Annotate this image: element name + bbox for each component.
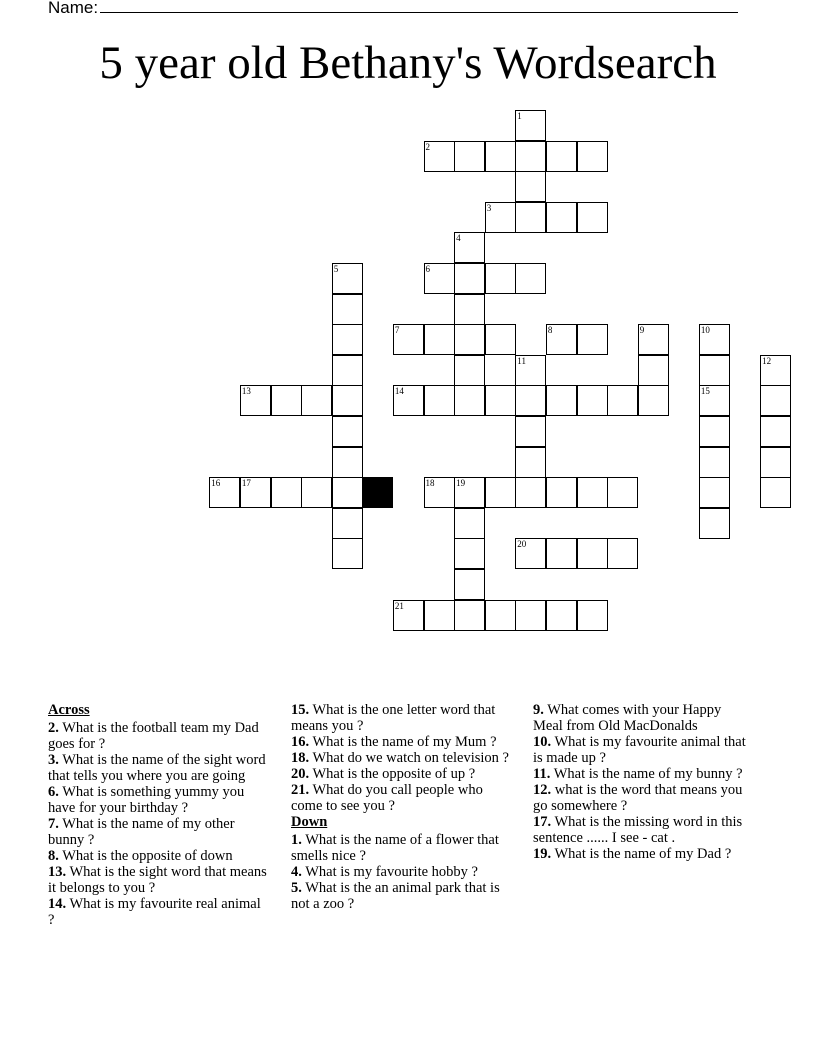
page-title: 5 year old Bethany's Wordsearch xyxy=(99,37,717,89)
grid-cell[interactable] xyxy=(699,355,730,386)
name-label: Name: xyxy=(48,0,99,17)
grid-cell[interactable] xyxy=(424,324,455,355)
grid-cell[interactable] xyxy=(515,171,546,202)
clue-number: 6 xyxy=(425,264,430,274)
clue-down-1: 1. What is the name of a flower that smells nice ? xyxy=(291,832,499,864)
grid-cell[interactable] xyxy=(271,477,302,508)
clue-number: 20 xyxy=(517,539,527,550)
clue-down-9: 9. What comes with your Happy Meal from Old MacDonalds xyxy=(533,702,722,734)
grid-cell[interactable] xyxy=(760,447,791,478)
grid-cell[interactable] xyxy=(577,538,608,569)
grid-cell[interactable] xyxy=(424,263,455,294)
clues-column-2 xyxy=(291,702,511,912)
grid-cell[interactable] xyxy=(454,324,485,355)
grid-cell[interactable] xyxy=(577,600,608,631)
grid-cell[interactable] xyxy=(454,263,485,294)
clues-column-3 xyxy=(533,702,753,862)
grid-cell[interactable] xyxy=(546,141,577,172)
clue-across-15: 15. What is the one letter word that means you ? xyxy=(291,702,496,734)
grid-cell[interactable] xyxy=(240,385,271,416)
clues-column-1 xyxy=(48,702,268,928)
grid-cell[interactable] xyxy=(424,477,455,508)
grid-cell[interactable] xyxy=(332,416,363,447)
grid-cell[interactable] xyxy=(332,447,363,478)
grid-cell[interactable] xyxy=(515,263,546,294)
grid-cell[interactable] xyxy=(424,385,455,416)
grid-cell[interactable] xyxy=(577,477,608,508)
grid-cell[interactable] xyxy=(515,202,546,233)
grid-cell[interactable] xyxy=(485,324,516,355)
clue-across-2: 2. What is the football team my Dad goes for ? xyxy=(48,720,259,752)
clue-number: 11 xyxy=(517,355,526,366)
clue-number: 19 xyxy=(456,478,466,489)
grid-cell[interactable] xyxy=(699,477,730,508)
clue-across-14: 14. What is my favourite real animal ? xyxy=(48,896,261,928)
grid-cell[interactable] xyxy=(760,416,791,447)
grid-cell[interactable] xyxy=(454,355,485,386)
grid-cell[interactable] xyxy=(301,385,332,416)
grid-cell[interactable] xyxy=(454,477,485,508)
clue-number: 1 xyxy=(517,111,522,121)
clue-number: 14 xyxy=(394,386,404,397)
grid-cell[interactable] xyxy=(699,447,730,478)
grid-cell[interactable] xyxy=(577,141,608,172)
grid-cell[interactable] xyxy=(699,385,730,416)
grid-cell[interactable] xyxy=(485,385,516,416)
grid-cell[interactable] xyxy=(454,294,485,325)
grid-cell[interactable] xyxy=(699,416,730,447)
grid-cell[interactable] xyxy=(546,324,577,355)
grid-cell[interactable] xyxy=(546,202,577,233)
grid-cell[interactable] xyxy=(515,385,546,416)
grid-cell[interactable] xyxy=(393,600,424,631)
clue-across-3: 3. What is the name of the sight word that tells you where you are going xyxy=(48,752,266,784)
grid-cell[interactable] xyxy=(638,385,669,416)
grid-cell[interactable] xyxy=(240,477,271,508)
clue-down-19: 19. What is the name of my Dad ? xyxy=(533,846,732,862)
clue-number: 2 xyxy=(425,141,430,152)
clue-number: 7 xyxy=(394,325,400,336)
grid-cell[interactable] xyxy=(485,141,516,172)
clue-number: 3 xyxy=(486,202,492,213)
clue-across-18: 18. What do we watch on television ? xyxy=(291,750,509,766)
grid-cell[interactable] xyxy=(332,508,363,539)
grid-cell[interactable] xyxy=(699,508,730,539)
clue-down-10: 10. What is my favourite animal that is made up ? xyxy=(533,734,746,766)
clue-down-4: 4. What is my favourite hobby ? xyxy=(291,864,478,880)
grid-cell[interactable] xyxy=(301,477,332,508)
clue-number: 10 xyxy=(700,325,710,336)
grid-cell[interactable] xyxy=(485,263,516,294)
grid-cell[interactable] xyxy=(485,477,516,508)
clue-number: 18 xyxy=(425,478,435,489)
grid-cell[interactable] xyxy=(546,385,577,416)
grid-cell[interactable] xyxy=(515,477,546,508)
clue-number: 9 xyxy=(639,325,645,336)
clue-number: 5 xyxy=(333,264,339,274)
grid-cell[interactable] xyxy=(424,600,455,631)
grid-cell[interactable] xyxy=(332,263,363,294)
grid-cell[interactable] xyxy=(546,477,577,508)
clue-down-5: 5. What is the an animal park that is not a zoo ? xyxy=(291,880,500,912)
clue-across-21: 21. What do you call people who come to see you ? xyxy=(291,782,483,814)
clue-number: 21 xyxy=(394,600,404,611)
grid-cell[interactable] xyxy=(454,385,485,416)
grid-cell[interactable] xyxy=(546,600,577,631)
grid-cell[interactable] xyxy=(454,141,485,172)
grid-cell[interactable] xyxy=(546,538,577,569)
clue-number: 16 xyxy=(211,478,221,489)
grid-cell[interactable] xyxy=(332,294,363,325)
grid-cell[interactable] xyxy=(638,355,669,386)
grid-cell[interactable] xyxy=(454,508,485,539)
grid-cell[interactable] xyxy=(424,141,455,172)
grid-cell[interactable] xyxy=(485,600,516,631)
clue-across-7: 7. What is the name of my other bunny ? xyxy=(48,816,235,848)
grid-cell[interactable] xyxy=(577,202,608,233)
grid-cell[interactable] xyxy=(638,324,669,355)
grid-cell[interactable] xyxy=(515,447,546,478)
grid-block xyxy=(362,477,393,508)
grid-cell[interactable] xyxy=(515,110,546,141)
grid-cell[interactable] xyxy=(454,600,485,631)
grid-cell[interactable] xyxy=(332,355,363,386)
grid-cell[interactable] xyxy=(515,538,546,569)
grid-cell[interactable] xyxy=(454,538,485,569)
clue-across-8: 8. What is the opposite of down xyxy=(48,848,233,864)
grid-cell[interactable] xyxy=(515,416,546,447)
grid-cell[interactable] xyxy=(454,232,485,263)
clue-number: 4 xyxy=(456,233,461,244)
grid-cell[interactable] xyxy=(393,385,424,416)
clue-number: 12 xyxy=(762,355,772,366)
grid-cell[interactable] xyxy=(699,324,730,355)
grid-cell[interactable] xyxy=(332,538,363,569)
grid-cell[interactable] xyxy=(577,385,608,416)
grid-cell[interactable] xyxy=(515,355,546,386)
grid-cell[interactable] xyxy=(332,477,363,508)
grid-cell[interactable] xyxy=(515,600,546,631)
clue-number: 8 xyxy=(547,325,553,336)
grid-cell[interactable] xyxy=(454,569,485,600)
clue-number: 15 xyxy=(700,386,710,397)
grid-cell[interactable] xyxy=(607,538,638,569)
across-heading: Across xyxy=(48,702,90,718)
clue-number: 13 xyxy=(241,386,251,397)
grid-cell[interactable] xyxy=(271,385,302,416)
clue-across-20: 20. What is the opposite of up ? xyxy=(291,766,476,782)
clue-down-12: 12. what is the word that means you go somewhere ? xyxy=(533,782,743,814)
grid-cell[interactable] xyxy=(332,324,363,355)
grid-cell[interactable] xyxy=(760,355,791,386)
grid-cell[interactable] xyxy=(332,385,363,416)
grid-cell[interactable] xyxy=(760,385,791,416)
clue-across-13: 13. What is the sight word that means it belongs to you ? xyxy=(48,864,267,896)
grid-cell[interactable] xyxy=(515,141,546,172)
clue-down-11: 11. What is the name of my bunny ? xyxy=(533,766,743,782)
grid-cell[interactable] xyxy=(485,202,516,233)
down-heading: Down xyxy=(291,814,328,830)
grid-cell[interactable] xyxy=(607,477,638,508)
clue-across-16: 16. What is the name of my Mum ? xyxy=(291,734,497,750)
clue-down-17: 17. What is the missing word in this sentence ...... I see - cat . xyxy=(533,814,743,846)
grid-cell[interactable] xyxy=(577,324,608,355)
grid-cell[interactable] xyxy=(393,324,424,355)
clue-number: 17 xyxy=(241,478,251,489)
grid-cell[interactable] xyxy=(209,477,240,508)
clue-across-6: 6. What is something yummy you have for your birthday ? xyxy=(48,784,245,816)
grid-cell[interactable] xyxy=(760,477,791,508)
grid-cell[interactable] xyxy=(607,385,638,416)
